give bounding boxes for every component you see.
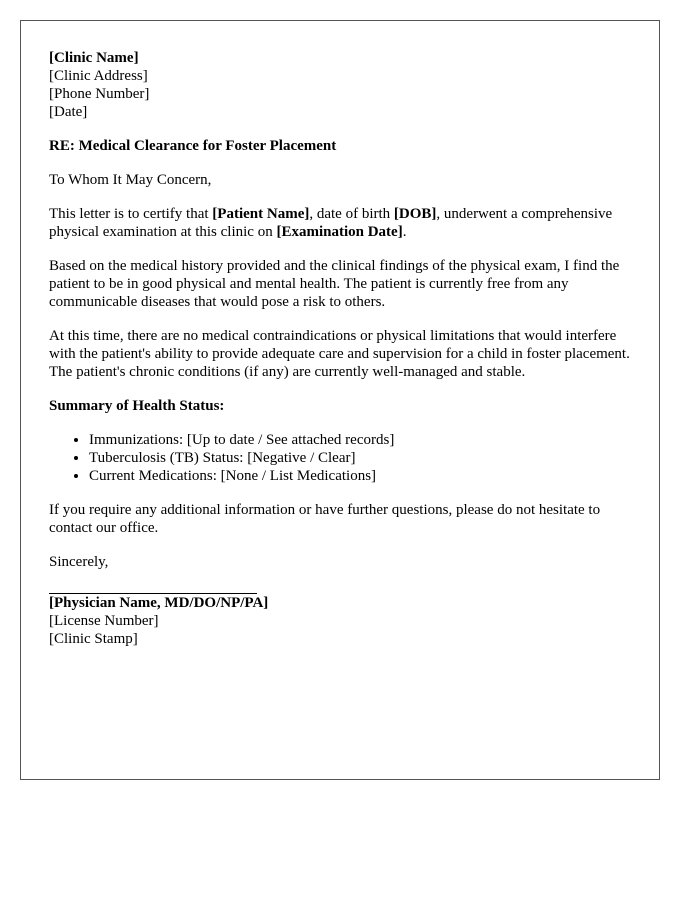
- cert-text-2: , date of birth: [309, 206, 394, 222]
- summary-heading: Summary of Health Status:: [49, 398, 225, 414]
- patient-name: [Patient Name]: [212, 206, 310, 222]
- closing-paragraph: If you require any additional information or have further questions, please do not hesitate to contact our office.: [49, 502, 601, 536]
- cert-text-4: .: [402, 224, 407, 240]
- salutation: To Whom It May Concern,: [49, 172, 212, 188]
- letter-date: [Date]: [49, 104, 88, 120]
- physician-name: [Physician Name, MD/DO/NP/PA]: [49, 595, 269, 611]
- clinic-phone: [Phone Number]: [49, 86, 150, 102]
- clinic-address: [Clinic Address]: [49, 68, 148, 84]
- examination-date: [Examination Date]: [276, 224, 403, 240]
- cert-text-1: This letter is to certify that: [49, 206, 213, 222]
- signature-line: [49, 571, 257, 594]
- list-item-medications: • Current Medications: [None / List Medications]: [89, 467, 631, 485]
- signature-block: [49, 594, 631, 648]
- subject-line: RE: Medical Clearance for Foster Placement: [49, 138, 337, 154]
- list-item-immunizations: • Immunizations: [Up to date / See attached records]: [89, 431, 631, 449]
- license-number: [License Number]: [49, 613, 159, 629]
- clinic-stamp: [Clinic Stamp]: [49, 631, 138, 647]
- letter-page: [20, 20, 660, 780]
- health-status-list: [49, 431, 631, 485]
- clearance-paragraph: At this time, there are no medical contraindications or physical limitations that would interfere with the patient's ability to provide adequate care and supervision for a child in foster placement. The patient's chronic conditions (if any) are currently well-managed and stable.: [49, 328, 630, 380]
- cert-text-3: , underwent a comprehensive physical examination at this clinic on: [49, 206, 613, 240]
- certification-paragraph: [49, 205, 631, 241]
- clinic-name: [Clinic Name]: [49, 50, 139, 66]
- clinic-header: [49, 49, 631, 121]
- signoff: Sincerely,: [49, 554, 109, 570]
- findings-paragraph: Based on the medical history provided and the clinical findings of the physical exam, I find the patient to be in good physical and mental health. The patient is currently free from any communicable diseases that would pose a risk to others.: [49, 258, 620, 310]
- date-of-birth: [DOB]: [393, 206, 437, 222]
- list-item-tuberculosis: • Tuberculosis (TB) Status: [Negative / Clear]: [89, 449, 631, 467]
